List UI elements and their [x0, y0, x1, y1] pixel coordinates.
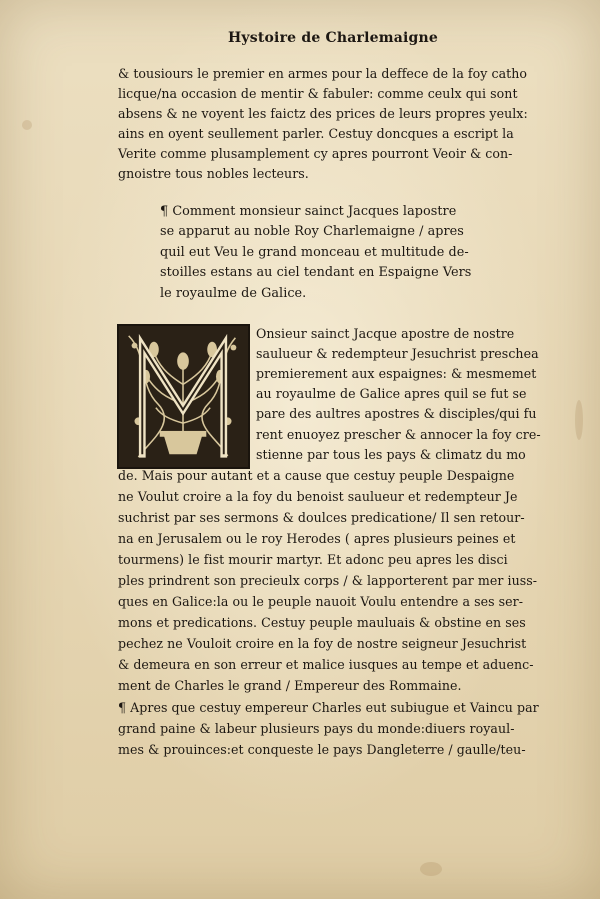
heading-text: Comment monsieur sainct Jacques lapostre — [172, 204, 457, 219]
text-line: premierement aux espaignes: & mesmemet — [256, 366, 537, 381]
text-line: licque/na occasion de mentir & fabuler: comme ceulx qui sont — [118, 86, 518, 101]
text-line: na en Jerusalem ou le roy Herodes ( apres plusieurs peines et — [118, 531, 516, 546]
text-line: de. Mais pour autant et a cause que cestuy peuple Despaigne — [118, 468, 515, 483]
text-line: saulueur & redempteur Jesuchrist preschea — [256, 346, 539, 361]
running-head: Hystoire de Charlemaigne — [228, 30, 438, 46]
paper-stain — [575, 400, 583, 440]
text-line: mons et predications. Cestuy peuple mauluais & obstine en ses — [118, 615, 526, 630]
text-span: Apres que cestuy empereur Charles eut subiugue et Vaincu par — [130, 700, 539, 715]
text-line: Onsieur sainct Jacque apostre de nostre — [256, 326, 515, 341]
text-line: pechez ne Vouloit croire en la foy de nostre seigneur Jesuchrist — [118, 636, 527, 651]
text-line: ains en oyent seullement parler. Cestuy doncques a escript la — [118, 126, 514, 141]
text-line: ques en Galice:la ou le peuple nauoit Voulu entendre a ses ser- — [118, 594, 524, 609]
decorated-initial — [117, 324, 250, 469]
text-line: rent enuoyez prescher & annocer la foy cre- — [256, 427, 541, 442]
text-line: & tousiours le premier en armes pour la deffece de la foy catho — [118, 66, 528, 81]
text-line: au royaulme de Galice apres quil se fut se — [256, 386, 527, 401]
text-line: ples prindrent son precieulx corps / & lapporterent par mer iuss- — [118, 573, 538, 588]
pilcrow-icon: ¶ — [160, 204, 169, 219]
text-line: gnoistre tous nobles lecteurs. — [118, 166, 309, 181]
text-line: ment de Charles le grand / Empereur des Rommaine. — [118, 678, 462, 693]
text-line: & demeura en son erreur et malice iusques au tempe et aduenc- — [118, 657, 534, 672]
text-line: stienne par tous les pays & climatz du mo — [256, 447, 526, 462]
text-line: tourmens) le fist mourir martyr. Et adonc peu apres les disci — [118, 552, 508, 567]
paper-stain — [420, 862, 442, 876]
text-line: suchrist par ses sermons & doulces predicatione/ Il sen retour- — [118, 510, 525, 525]
text-line: absens & ne voyent les faictz des prices de leurs propres yeulx: — [118, 106, 528, 121]
text-line: ne Voulut croire a la foy du benoist saulueur et redempteur Je — [118, 489, 518, 504]
text-line: Verite comme plusamplement cy apres pourront Veoir & con- — [118, 146, 513, 161]
text-line: grand paine & labeur plusieurs pays du monde:diuers royaul- — [118, 721, 515, 736]
paper-stain — [22, 120, 32, 130]
pilcrow-icon: ¶ — [118, 700, 127, 715]
floral-initial-icon — [119, 326, 248, 467]
text-line: pare des aultres apostres & disciples/qui fu — [256, 406, 537, 421]
text-line: mes & prouinces:et conqueste le pays Dangleterre / gaulle/teu- — [118, 742, 526, 757]
heading-line: se apparut au noble Roy Charlemaigne / apres — [160, 224, 464, 239]
heading-line — [160, 202, 456, 222]
heading-line: stoilles estans au ciel tendant en Espaigne Vers — [160, 265, 472, 280]
heading-line: quil eut Veu le grand monceau et multitude de- — [160, 245, 469, 260]
heading-line: le royaulme de Galice. — [160, 286, 307, 301]
text-line — [118, 698, 539, 718]
